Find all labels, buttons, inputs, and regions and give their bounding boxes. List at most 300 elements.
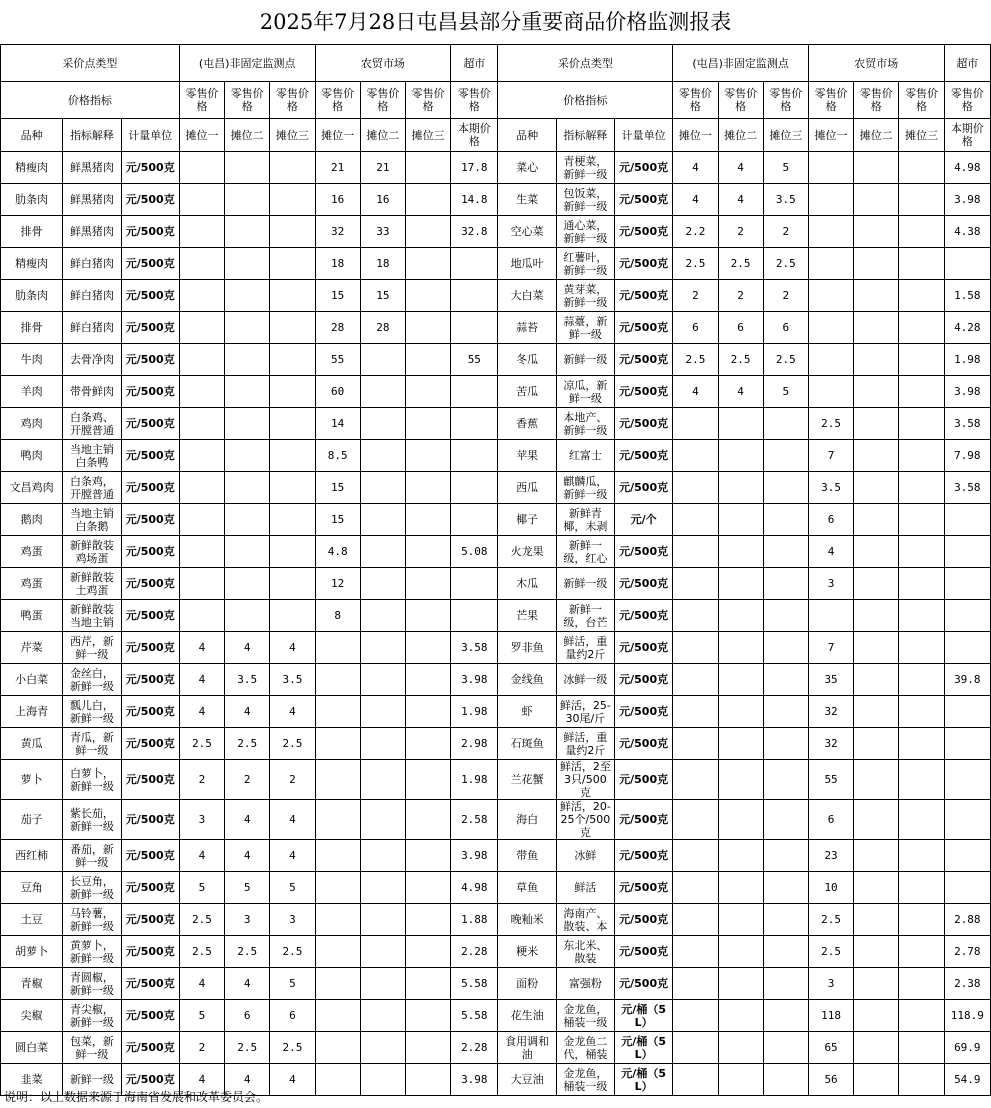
left-unit-text: 元/500克 [121, 872, 179, 904]
right-non-fixed-stall-3-price: 5 [763, 152, 808, 184]
left-non-fixed-stall-3-price [270, 472, 315, 504]
left-non-fixed-stall-2-price [225, 504, 270, 536]
right-market-stall-1-price: 6 [808, 504, 853, 536]
left-market-stall-3-price [405, 840, 450, 872]
right-supermarket-price [944, 248, 990, 280]
left-spec-text: 青圆椒，新鲜一级 [63, 968, 121, 1000]
right-market-stall-1-price: 10 [808, 872, 853, 904]
right-unit-text: 元/500克 [615, 800, 673, 840]
right-non-fixed-stall-3-price [763, 1032, 808, 1064]
table-row [1, 664, 991, 696]
right-non-fixed-stall-3-price [763, 872, 808, 904]
right-non-fixed-stall-1-price [673, 632, 718, 664]
left-non-fixed-stall-3-price [270, 408, 315, 440]
right-market-stall-1-price [808, 312, 853, 344]
left-market-stall-3-price [405, 536, 450, 568]
right-non-fixed-stall-2-price [718, 840, 763, 872]
left-non-fixed-stall-3-price: 4 [270, 632, 315, 664]
left-non-fixed-stall-1-price [179, 280, 224, 312]
left-non-fixed-stall-2-price [225, 600, 270, 632]
right-non-fixed-stall-3-price [763, 472, 808, 504]
left-market-stall-2-price [360, 472, 405, 504]
header-row-site-type [1, 45, 991, 82]
right-spec-text: 富强粉 [556, 968, 614, 1000]
right-market-stall-2-price [854, 472, 899, 504]
table-row [1, 936, 991, 968]
right-commodity-name: 苦瓜 [498, 376, 556, 408]
right-market-stall-1-price: 32 [808, 696, 853, 728]
left-market-stall-3-price [405, 344, 450, 376]
left-market-stall-1-price [315, 968, 360, 1000]
header-unit: 计量单位 [615, 119, 673, 152]
right-market-stall-1-price: 3 [808, 568, 853, 600]
left-unit-text: 元/500克 [121, 536, 179, 568]
right-market-stall-3-price [899, 312, 944, 344]
right-supermarket-price: 3.58 [944, 408, 990, 440]
right-market-stall-2-price [854, 408, 899, 440]
left-non-fixed-stall-3-price [270, 344, 315, 376]
right-market-stall-2-price [854, 440, 899, 472]
right-commodity-name: 带鱼 [498, 840, 556, 872]
right-supermarket-price: 4.98 [944, 152, 990, 184]
source-note: 说明：以上数据来源于海南省发展和改革委员会。 [4, 1090, 269, 1104]
left-commodity-name: 小白菜 [1, 664, 63, 696]
left-market-stall-3-price [405, 184, 450, 216]
right-non-fixed-stall-2-price [718, 1032, 763, 1064]
right-non-fixed-stall-3-price [763, 504, 808, 536]
left-commodity-name: 西红柿 [1, 840, 63, 872]
right-non-fixed-stall-2-price [718, 504, 763, 536]
right-non-fixed-stall-1-price: 6 [673, 312, 718, 344]
right-non-fixed-stall-1-price [673, 936, 718, 968]
left-spec-text: 新鲜一级 [63, 1064, 121, 1096]
right-market-stall-3-price [899, 872, 944, 904]
right-spec-text: 新鲜一级 [556, 344, 614, 376]
left-spec-text: 当地主销白条鹅 [63, 504, 121, 536]
table-row [1, 728, 991, 760]
right-market-stall-2-price [854, 1032, 899, 1064]
right-non-fixed-stall-3-price: 2 [763, 280, 808, 312]
right-market-stall-3-price [899, 664, 944, 696]
right-market-stall-2-price [854, 216, 899, 248]
right-commodity-name: 草鱼 [498, 872, 556, 904]
left-market-stall-3-price [405, 632, 450, 664]
left-spec-text: 去骨净肉 [63, 344, 121, 376]
left-non-fixed-stall-3-price [270, 152, 315, 184]
left-commodity-name: 鹅肉 [1, 504, 63, 536]
right-non-fixed-stall-1-price [673, 696, 718, 728]
header-stall-1: 摊位一 [315, 119, 360, 152]
left-market-stall-3-price [405, 152, 450, 184]
right-supermarket-price: 54.9 [944, 1064, 990, 1096]
right-market-stall-3-price [899, 1032, 944, 1064]
right-market-stall-1-price: 6 [808, 800, 853, 840]
left-commodity-name: 茄子 [1, 800, 63, 840]
header-supermarket: 超市 [944, 45, 990, 82]
right-market-stall-3-price [899, 280, 944, 312]
left-unit-text: 元/500克 [121, 840, 179, 872]
left-non-fixed-stall-2-price [225, 184, 270, 216]
left-commodity-name: 肋条肉 [1, 184, 63, 216]
right-market-stall-1-price: 56 [808, 1064, 853, 1096]
left-spec-text: 包菜，新鲜一级 [63, 1032, 121, 1064]
left-supermarket-price: 3.98 [451, 664, 498, 696]
left-non-fixed-stall-1-price: 4 [179, 1064, 224, 1096]
right-supermarket-price [944, 600, 990, 632]
left-unit-text: 元/500克 [121, 216, 179, 248]
left-non-fixed-stall-2-price [225, 472, 270, 504]
left-market-stall-3-price [405, 280, 450, 312]
left-non-fixed-stall-1-price [179, 216, 224, 248]
left-non-fixed-stall-2-price: 2.5 [225, 936, 270, 968]
right-non-fixed-stall-1-price: 2 [673, 280, 718, 312]
left-commodity-name: 羊肉 [1, 376, 63, 408]
left-non-fixed-stall-2-price: 2.5 [225, 1032, 270, 1064]
right-market-stall-1-price: 2.5 [808, 936, 853, 968]
table-row [1, 216, 991, 248]
left-market-stall-1-price [315, 664, 360, 696]
table-row [1, 904, 991, 936]
left-supermarket-price [451, 248, 498, 280]
right-market-stall-2-price [854, 184, 899, 216]
right-unit-text: 元/500克 [615, 440, 673, 472]
left-unit-text: 元/500克 [121, 1032, 179, 1064]
left-unit-text: 元/500克 [121, 184, 179, 216]
right-spec-text: 鲜活 [556, 872, 614, 904]
right-market-stall-2-price [854, 664, 899, 696]
left-supermarket-price [451, 472, 498, 504]
right-non-fixed-stall-1-price [673, 440, 718, 472]
left-unit-text: 元/500克 [121, 600, 179, 632]
left-non-fixed-stall-1-price: 2 [179, 760, 224, 800]
right-market-stall-1-price [808, 376, 853, 408]
right-commodity-name: 蒜苔 [498, 312, 556, 344]
right-non-fixed-stall-1-price [673, 800, 718, 840]
right-spec-text: 鲜活，2至3只/500克 [556, 760, 614, 800]
left-spec-text: 鲜黑猪肉 [63, 184, 121, 216]
right-supermarket-price: 1.58 [944, 280, 990, 312]
right-unit-text: 元/桶（5L） [615, 1000, 673, 1032]
left-non-fixed-stall-1-price [179, 344, 224, 376]
right-supermarket-price [944, 760, 990, 800]
left-market-stall-1-price: 8.5 [315, 440, 360, 472]
right-non-fixed-stall-3-price: 3.5 [763, 184, 808, 216]
right-market-stall-3-price [899, 968, 944, 1000]
right-non-fixed-stall-2-price: 2 [718, 216, 763, 248]
right-supermarket-price [944, 800, 990, 840]
left-market-stall-3-price [405, 1032, 450, 1064]
left-supermarket-price: 32.8 [451, 216, 498, 248]
left-non-fixed-stall-2-price: 4 [225, 968, 270, 1000]
left-market-stall-3-price [405, 800, 450, 840]
right-non-fixed-stall-2-price [718, 472, 763, 504]
left-supermarket-price: 3.58 [451, 632, 498, 664]
right-non-fixed-stall-3-price [763, 408, 808, 440]
right-commodity-name: 花生油 [498, 1000, 556, 1032]
header-stall-1: 摊位一 [808, 119, 853, 152]
left-spec-text: 新鲜散装土鸡蛋 [63, 568, 121, 600]
left-market-stall-3-price [405, 472, 450, 504]
left-unit-text: 元/500克 [121, 936, 179, 968]
right-market-stall-3-price [899, 376, 944, 408]
right-non-fixed-stall-2-price [718, 632, 763, 664]
right-unit-text: 元/个 [615, 504, 673, 536]
left-market-stall-2-price [360, 728, 405, 760]
right-market-stall-3-price [899, 536, 944, 568]
left-market-stall-3-price [405, 1000, 450, 1032]
right-unit-text: 元/500克 [615, 152, 673, 184]
left-non-fixed-stall-1-price: 4 [179, 840, 224, 872]
right-non-fixed-stall-3-price: 2.5 [763, 344, 808, 376]
left-spec-text: 紫长茄，新鲜一级 [63, 800, 121, 840]
left-non-fixed-stall-1-price: 4 [179, 968, 224, 1000]
header-row-price-indicator [1, 82, 991, 119]
header-retail-price: 零售价格 [270, 82, 315, 119]
left-non-fixed-stall-1-price [179, 600, 224, 632]
right-commodity-name: 罗非鱼 [498, 632, 556, 664]
left-market-stall-2-price [360, 872, 405, 904]
left-non-fixed-stall-3-price: 6 [270, 1000, 315, 1032]
right-market-stall-3-price [899, 840, 944, 872]
table-row [1, 504, 991, 536]
right-market-stall-1-price [808, 248, 853, 280]
right-non-fixed-stall-2-price: 4 [718, 152, 763, 184]
header-variety: 品种 [498, 119, 556, 152]
right-unit-text: 元/500克 [615, 472, 673, 504]
right-market-stall-3-price [899, 800, 944, 840]
right-commodity-name: 火龙果 [498, 536, 556, 568]
left-spec-text: 番茄，新鲜一级 [63, 840, 121, 872]
right-spec-text: 包饭菜，新鲜一级 [556, 184, 614, 216]
left-commodity-name: 土豆 [1, 904, 63, 936]
right-unit-text: 元/500克 [615, 600, 673, 632]
right-non-fixed-stall-2-price: 6 [718, 312, 763, 344]
left-market-stall-3-price [405, 664, 450, 696]
left-spec-text: 长豆角，新鲜一级 [63, 872, 121, 904]
table-row [1, 184, 991, 216]
right-spec-text: 鲜活，重量约2斤 [556, 632, 614, 664]
left-market-stall-3-price [405, 312, 450, 344]
right-commodity-name: 香蕉 [498, 408, 556, 440]
header-stall-2: 摊位二 [718, 119, 763, 152]
table-row [1, 408, 991, 440]
left-market-stall-3-price [405, 968, 450, 1000]
right-unit-text: 元/500克 [615, 312, 673, 344]
left-non-fixed-stall-1-price [179, 152, 224, 184]
right-non-fixed-stall-2-price [718, 1000, 763, 1032]
right-market-stall-1-price [808, 152, 853, 184]
left-unit-text: 元/500克 [121, 664, 179, 696]
right-market-stall-2-price [854, 632, 899, 664]
table-row [1, 840, 991, 872]
left-non-fixed-stall-1-price: 2.5 [179, 936, 224, 968]
right-market-stall-3-price [899, 408, 944, 440]
right-supermarket-price [944, 568, 990, 600]
header-stall-2: 摊位二 [225, 119, 270, 152]
right-unit-text: 元/500克 [615, 408, 673, 440]
table-row [1, 312, 991, 344]
right-non-fixed-stall-2-price [718, 968, 763, 1000]
right-non-fixed-stall-3-price: 6 [763, 312, 808, 344]
table-row [1, 1032, 991, 1064]
left-unit-text: 元/500克 [121, 472, 179, 504]
left-unit-text: 元/500克 [121, 728, 179, 760]
right-spec-text: 麒麟瓜，新鲜一级 [556, 472, 614, 504]
right-market-stall-3-price [899, 728, 944, 760]
left-unit-text: 元/500克 [121, 344, 179, 376]
left-supermarket-price: 3.98 [451, 840, 498, 872]
left-non-fixed-stall-1-price: 2.5 [179, 904, 224, 936]
right-non-fixed-stall-3-price [763, 800, 808, 840]
header-stall-3: 摊位三 [899, 119, 944, 152]
left-market-stall-1-price [315, 904, 360, 936]
left-supermarket-price [451, 568, 498, 600]
table-row [1, 536, 991, 568]
right-non-fixed-stall-2-price [718, 664, 763, 696]
right-market-stall-1-price [808, 600, 853, 632]
right-market-stall-1-price [808, 216, 853, 248]
right-market-stall-1-price [808, 280, 853, 312]
table-row [1, 872, 991, 904]
left-supermarket-price: 55 [451, 344, 498, 376]
left-spec-text: 白条鸡、开膛普通 [63, 408, 121, 440]
right-non-fixed-stall-3-price: 2.5 [763, 248, 808, 280]
left-market-stall-1-price [315, 840, 360, 872]
right-non-fixed-stall-1-price: 2.5 [673, 344, 718, 376]
right-non-fixed-stall-3-price [763, 664, 808, 696]
right-market-stall-2-price [854, 800, 899, 840]
right-unit-text: 元/500克 [615, 968, 673, 1000]
left-market-stall-2-price [360, 664, 405, 696]
header-retail-price: 零售价格 [225, 82, 270, 119]
left-market-stall-3-price [405, 760, 450, 800]
left-commodity-name: 萝卜 [1, 760, 63, 800]
right-market-stall-2-price [854, 968, 899, 1000]
left-market-stall-2-price [360, 504, 405, 536]
left-market-stall-3-price [405, 504, 450, 536]
left-commodity-name: 青椒 [1, 968, 63, 1000]
header-farmers-market: 农贸市场 [808, 45, 944, 82]
left-non-fixed-stall-1-price [179, 248, 224, 280]
right-non-fixed-stall-3-price: 5 [763, 376, 808, 408]
right-unit-text: 元/500克 [615, 840, 673, 872]
right-commodity-name: 金线鱼 [498, 664, 556, 696]
left-commodity-name: 精瘦肉 [1, 152, 63, 184]
left-non-fixed-stall-1-price [179, 504, 224, 536]
right-non-fixed-stall-3-price [763, 440, 808, 472]
right-non-fixed-stall-1-price: 2.2 [673, 216, 718, 248]
left-market-stall-1-price [315, 1032, 360, 1064]
header-current-price: 本期价格 [451, 119, 498, 152]
right-spec-text: 新鲜青椰，未剥 [556, 504, 614, 536]
header-retail-price: 零售价格 [315, 82, 360, 119]
right-non-fixed-stall-1-price [673, 728, 718, 760]
right-supermarket-price: 7.98 [944, 440, 990, 472]
left-non-fixed-stall-3-price: 2.5 [270, 728, 315, 760]
left-non-fixed-stall-2-price [225, 280, 270, 312]
left-market-stall-2-price [360, 696, 405, 728]
header-supermarket: 超市 [451, 45, 498, 82]
right-unit-text: 元/桶（5L） [615, 1064, 673, 1096]
left-market-stall-1-price [315, 936, 360, 968]
left-non-fixed-stall-1-price [179, 184, 224, 216]
right-market-stall-2-price [854, 760, 899, 800]
left-non-fixed-stall-1-price: 3 [179, 800, 224, 840]
left-commodity-name: 圆白菜 [1, 1032, 63, 1064]
header-retail-price: 零售价格 [451, 82, 498, 119]
left-non-fixed-stall-1-price: 2.5 [179, 728, 224, 760]
left-supermarket-price: 14.8 [451, 184, 498, 216]
right-market-stall-1-price: 7 [808, 632, 853, 664]
left-spec-text: 瓢儿白，新鲜一级 [63, 696, 121, 728]
right-non-fixed-stall-3-price [763, 904, 808, 936]
left-supermarket-price: 2.28 [451, 936, 498, 968]
left-unit-text: 元/500克 [121, 632, 179, 664]
right-market-stall-2-price [854, 504, 899, 536]
left-non-fixed-stall-3-price [270, 440, 315, 472]
right-spec-text: 金龙鱼，桶装一级 [556, 1000, 614, 1032]
left-market-stall-1-price: 60 [315, 376, 360, 408]
right-commodity-name: 冬瓜 [498, 344, 556, 376]
right-spec-text: 凉瓜，新鲜一级 [556, 376, 614, 408]
right-commodity-name: 芒果 [498, 600, 556, 632]
left-supermarket-price: 1.88 [451, 904, 498, 936]
header-spec: 指标解释 [556, 119, 614, 152]
table-body [1, 45, 991, 1096]
left-market-stall-1-price: 4.8 [315, 536, 360, 568]
right-unit-text: 元/500克 [615, 872, 673, 904]
left-supermarket-price: 5.58 [451, 968, 498, 1000]
right-non-fixed-stall-1-price [673, 504, 718, 536]
right-commodity-name: 西瓜 [498, 472, 556, 504]
right-spec-text: 通心菜，新鲜一级 [556, 216, 614, 248]
right-commodity-name: 菜心 [498, 152, 556, 184]
right-non-fixed-stall-1-price [673, 760, 718, 800]
header-stall-3: 摊位三 [270, 119, 315, 152]
left-market-stall-2-price [360, 408, 405, 440]
right-unit-text: 元/桶（5L） [615, 1032, 673, 1064]
right-non-fixed-stall-3-price [763, 696, 808, 728]
left-market-stall-3-price [405, 904, 450, 936]
right-unit-text: 元/500克 [615, 664, 673, 696]
right-market-stall-2-price [854, 872, 899, 904]
left-commodity-name: 排骨 [1, 216, 63, 248]
right-supermarket-price [944, 504, 990, 536]
right-market-stall-2-price [854, 936, 899, 968]
left-market-stall-2-price [360, 936, 405, 968]
right-supermarket-price: 3.98 [944, 184, 990, 216]
left-spec-text: 金丝白，新鲜一级 [63, 664, 121, 696]
table-row [1, 440, 991, 472]
left-market-stall-1-price [315, 632, 360, 664]
left-non-fixed-stall-3-price [270, 312, 315, 344]
left-market-stall-2-price: 33 [360, 216, 405, 248]
right-non-fixed-stall-2-price [718, 872, 763, 904]
left-non-fixed-stall-3-price [270, 248, 315, 280]
left-market-stall-1-price [315, 760, 360, 800]
right-non-fixed-stall-1-price [673, 968, 718, 1000]
right-market-stall-2-price [854, 840, 899, 872]
left-non-fixed-stall-3-price: 4 [270, 696, 315, 728]
header-stall-3: 摊位三 [763, 119, 808, 152]
left-market-stall-2-price [360, 632, 405, 664]
right-spec-text: 冰鲜一级 [556, 664, 614, 696]
left-unit-text: 元/500克 [121, 968, 179, 1000]
left-market-stall-1-price: 21 [315, 152, 360, 184]
right-supermarket-price [944, 840, 990, 872]
right-unit-text: 元/500克 [615, 280, 673, 312]
right-supermarket-price: 4.28 [944, 312, 990, 344]
